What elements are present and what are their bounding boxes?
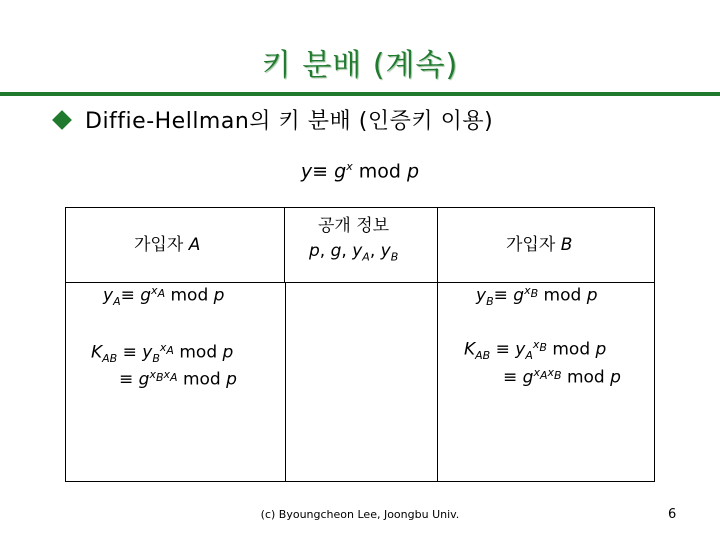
table-col-divider-right <box>437 282 438 481</box>
formula-main <box>0 160 720 182</box>
member-b-public-key: $y_B\equiv g^{x_B}$ mod p <box>476 284 598 309</box>
member-b-shared-key-expanded: ≡ $g^{x_Ax_B}$ mod p <box>503 366 621 388</box>
formula-eq: ≡ <box>312 160 329 183</box>
title-divider <box>0 92 720 96</box>
public-info-header: 공개 정보 <box>318 216 390 236</box>
slide-title: 키 분배 (계속) <box>261 48 459 83</box>
member-a-public-key: $y_A\equiv g^{x_A}$ mod p <box>103 284 225 309</box>
formula-y: y <box>300 160 313 183</box>
page-number: 6 <box>668 507 677 522</box>
diamond-bullet-icon <box>52 110 72 130</box>
formula-mod: mod <box>358 160 401 183</box>
key-exchange-table <box>65 207 655 482</box>
public-info-values: p, g, $y_A$, $y_B$ <box>309 241 399 264</box>
bullet-text: Diffie-Hellman의 키 분배 (인증키 이용) <box>85 109 494 134</box>
member-a-shared-key-expanded: ≡ $g^{x_Bx_A}$ mod p <box>119 368 237 390</box>
member-b-shared-key: $K_{AB} \equiv y_A^{x_B}$ mod p <box>464 338 607 363</box>
table-col-divider-left <box>285 282 286 481</box>
footer-credit: (c) Byoungcheon Lee, Joongbu Univ. <box>260 508 460 521</box>
member-b-header: 가입자 B <box>506 235 573 255</box>
table-row-divider <box>66 282 654 283</box>
member-a-header: 가입자 A <box>134 235 201 255</box>
formula-p: p <box>407 160 420 183</box>
member-a-shared-key: $K_{AB} \equiv y_B^{x_A}$ mod p <box>91 341 234 366</box>
formula-x: x <box>346 160 353 173</box>
formula-g: g <box>334 160 347 183</box>
